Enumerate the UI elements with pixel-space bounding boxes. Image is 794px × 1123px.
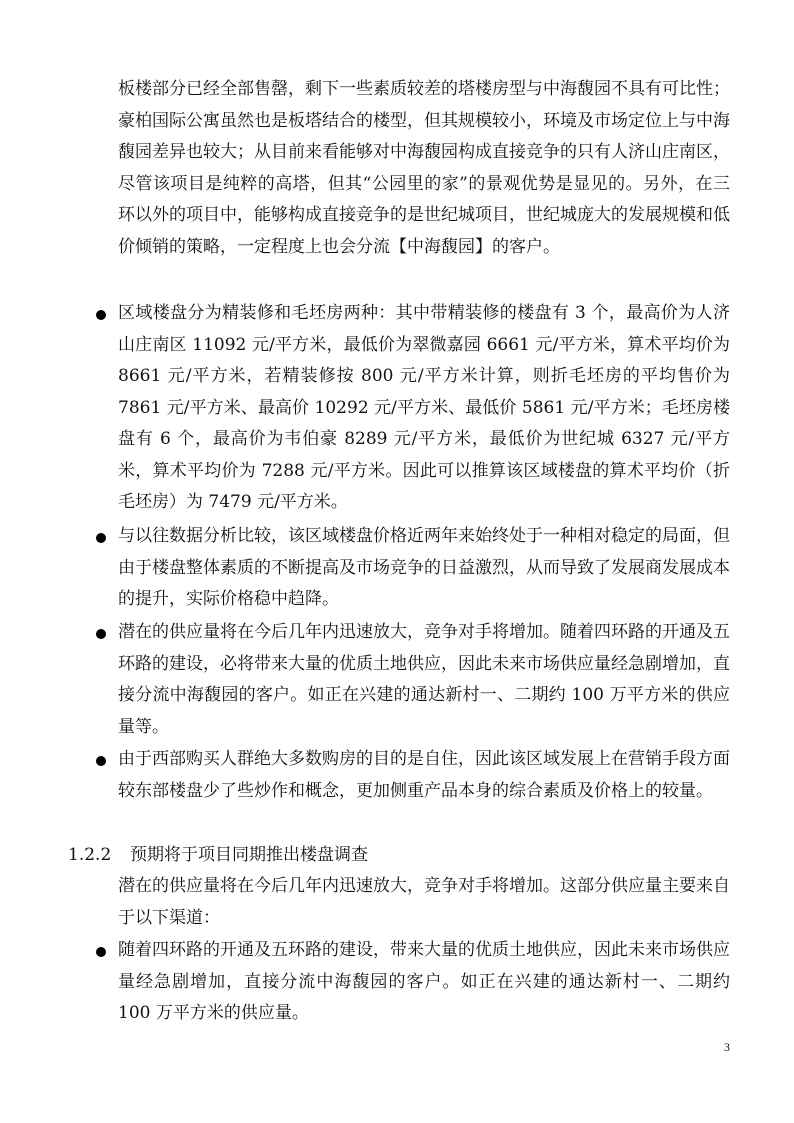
bullet-icon — [96, 756, 106, 766]
bullet-paragraph: 与以往数据分析比较，该区域楼盘价格近两年来始终处于一种相对稳定的局面，但由于楼盘整体素质的不断提高及市场竞争的日益激烈，从而导致了发展商发展成本的提升，实际价格稳中趋降。 — [118, 526, 730, 609]
bullet-icon — [96, 533, 106, 543]
section-heading — [68, 840, 368, 872]
bullet-icon — [96, 947, 106, 957]
bullet-paragraph: 由于西部购买人群绝大多数购房的目的是自住，因此该区域发展上在营销手段方面较东部楼盘少了些炒作和概念，更加侧重产品本身的综合素质及价格上的较量。 — [118, 749, 730, 801]
section-number: 1.2.2 — [68, 845, 112, 865]
section-title: 预期将于项目同期推出楼盘调查 — [130, 845, 368, 865]
section-paragraph: 潜在的供应量将在今后几年内迅速放大，竞争对手将增加。这部分供应量主要来自于以下渠道： — [118, 876, 730, 928]
bullet-paragraph: 区域楼盘分为精装修和毛坯房两种：其中带精装修的楼盘有 3 个，最高价为人济山庄南区 11092 元/平方米，最低价为翠微嘉园 6661 元/平方米，算术平均价为 8661 元/平方米，若精装修按 800 元/平方米计算，则折毛坯房的平均售价为 7861 元/平方米、最高价 10292 元/平方米、最低价 5861 元/平方米；毛坯房楼盘有 6 个，最高价为韦伯豪 8289 元/平方米，最低价为世纪城 6327 元/平方米，算术平均价为 7288 元/平方米。因此可以推算该区域楼盘的算术平均价（折毛坯房）为 7479 元/平方米。 — [118, 303, 730, 512]
bullet-icon — [96, 629, 106, 639]
bullet-paragraph: 潜在的供应量将在今后几年内迅速放大，竞争对手将增加。随着四环路的开通及五环路的建设，必将带来大量的优质土地供应，因此未来市场供应量经急剧增加，直接分流中海馥园的客户。如正在兴建的通达新村一、二期约 100 万平方米的供应量等。 — [118, 622, 730, 737]
page-number: 3 — [724, 1040, 730, 1054]
body-paragraph: 板楼部分已经全部售罄，剩下一些素质较差的塔楼房型与中海馥园不具有可比性；豪柏国际公寓虽然也是板塔结合的楼型，但其规模较小，环境及市场定位上与中海馥园差异也较大；从目前来看能够对中海馥园构成直接竞争的只有人济山庄南区，尽管该项目是纯粹的高塔，但其“公园里的家”的景观优势是显见的。另外，在三环以外的项目中，能够构成直接竞争的是世纪城项目，世纪城庞大的发展规模和低价倾销的策略，一定程度上也会分流【中海馥园】的客户。 — [118, 79, 730, 257]
section-bullet-paragraph: 随着四环路的开通及五环路的建设，带来大量的优质土地供应，因此未来市场供应量经急剧增加，直接分流中海馥园的客户。如正在兴建的通达新村一、二期约 100 万平方米的供应量。 — [118, 940, 730, 1023]
bullet-icon — [96, 310, 106, 320]
